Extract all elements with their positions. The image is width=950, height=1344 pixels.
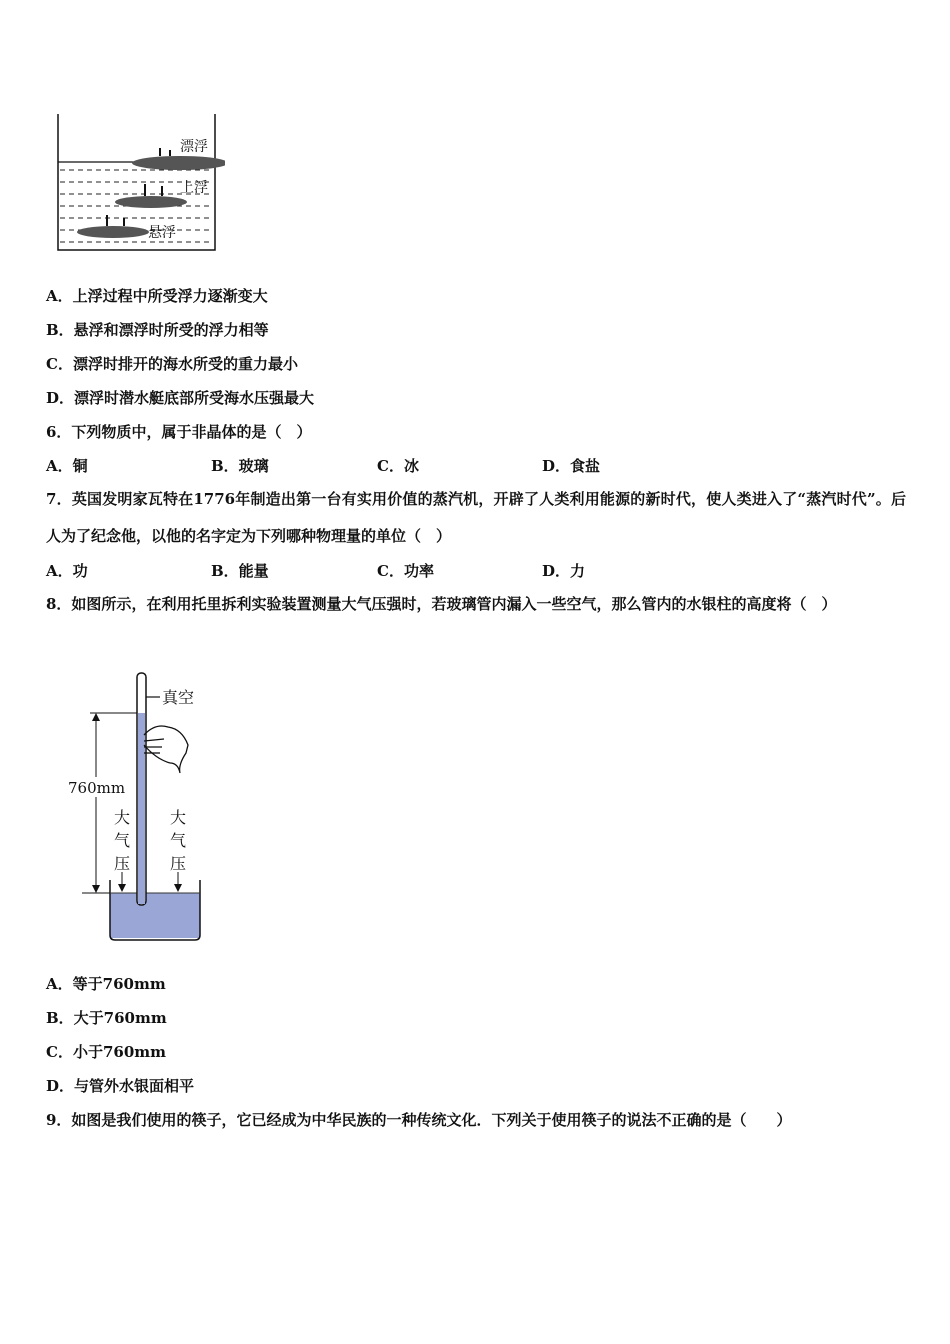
q7-option-c: C．功率: [377, 562, 434, 580]
q8-option-c: C．小于760mm: [46, 1043, 166, 1061]
q7-stem: 7．英国发明家瓦特在1776年制造出第一台有实用价值的蒸汽机，开辟了人类利用能源的新时代，使人类进入了“蒸汽时代”。后人为了纪念他，以他的名字定为下列哪种物理量的单位（ ）: [46, 490, 906, 545]
svg-text:气: 气: [170, 831, 187, 850]
submarine-floating: [132, 148, 225, 170]
label-vacuum: 真空: [162, 688, 195, 707]
hand-icon: [144, 726, 188, 773]
q7-option-d: D．力: [542, 562, 586, 580]
label-rising: 上浮: [180, 180, 208, 196]
svg-text:压: 压: [114, 854, 131, 873]
q6-option-b: B．玻璃: [211, 457, 269, 475]
q6-option-d: D．食盐: [542, 457, 601, 475]
q8-option-d: D．与管外水银面相平: [46, 1077, 195, 1095]
submarine-figure: [50, 110, 225, 255]
svg-text:大: 大: [170, 808, 187, 827]
q5-option-c: C．漂浮时排开的海水所受的重力最小: [46, 355, 298, 373]
label-floating: 漂浮: [180, 139, 208, 155]
svg-text:大: 大: [114, 808, 131, 827]
arrow-down-icon: [92, 885, 100, 893]
arrow-down-icon: [118, 884, 126, 892]
q9-stem: 9．如图是我们使用的筷子，它已经成为中华民族的一种传统文化．下列关于使用筷子的说法不正确的是（ ）: [46, 1111, 792, 1129]
label-suspended: 悬浮: [148, 225, 176, 241]
q8-option-b: B．大于760mm: [46, 1009, 167, 1027]
right-pressure-label: [170, 808, 186, 873]
arrow-down-icon: [174, 884, 182, 892]
q7-option-b: B．能量: [211, 562, 269, 580]
mercury-trough: [110, 893, 200, 938]
svg-text:压: 压: [170, 854, 187, 873]
q6-stem: 6．下列物质中，属于非晶体的是（ ）: [46, 423, 312, 441]
arrow-up-icon: [92, 713, 100, 721]
q8-stem: 8．如图所示，在利用托里拆利实验装置测量大气压强时，若玻璃管内漏入一些空气，那么管内的水银柱的高度将（ ）: [46, 595, 837, 613]
left-pressure-label: [114, 808, 130, 873]
q5-option-a: A．上浮过程中所受浮力逐渐变大: [46, 287, 268, 305]
q8-option-a: A．等于760mm: [46, 975, 166, 993]
q6-option-c: C．冰: [377, 457, 419, 475]
q5-option-b: B．悬浮和漂浮时所受的浮力相等: [46, 321, 269, 339]
svg-text:气: 气: [114, 831, 131, 850]
q5-option-d: D．漂浮时潜水艇底部所受海水压强最大: [46, 389, 315, 407]
submarine-rising: [115, 184, 187, 208]
q7-option-a: A．功: [46, 562, 88, 580]
mercury-column: [138, 713, 145, 904]
torricelli-figure: [60, 665, 220, 950]
label-760mm: 760mm: [68, 779, 126, 797]
q6-option-a: A．铜: [46, 457, 88, 475]
